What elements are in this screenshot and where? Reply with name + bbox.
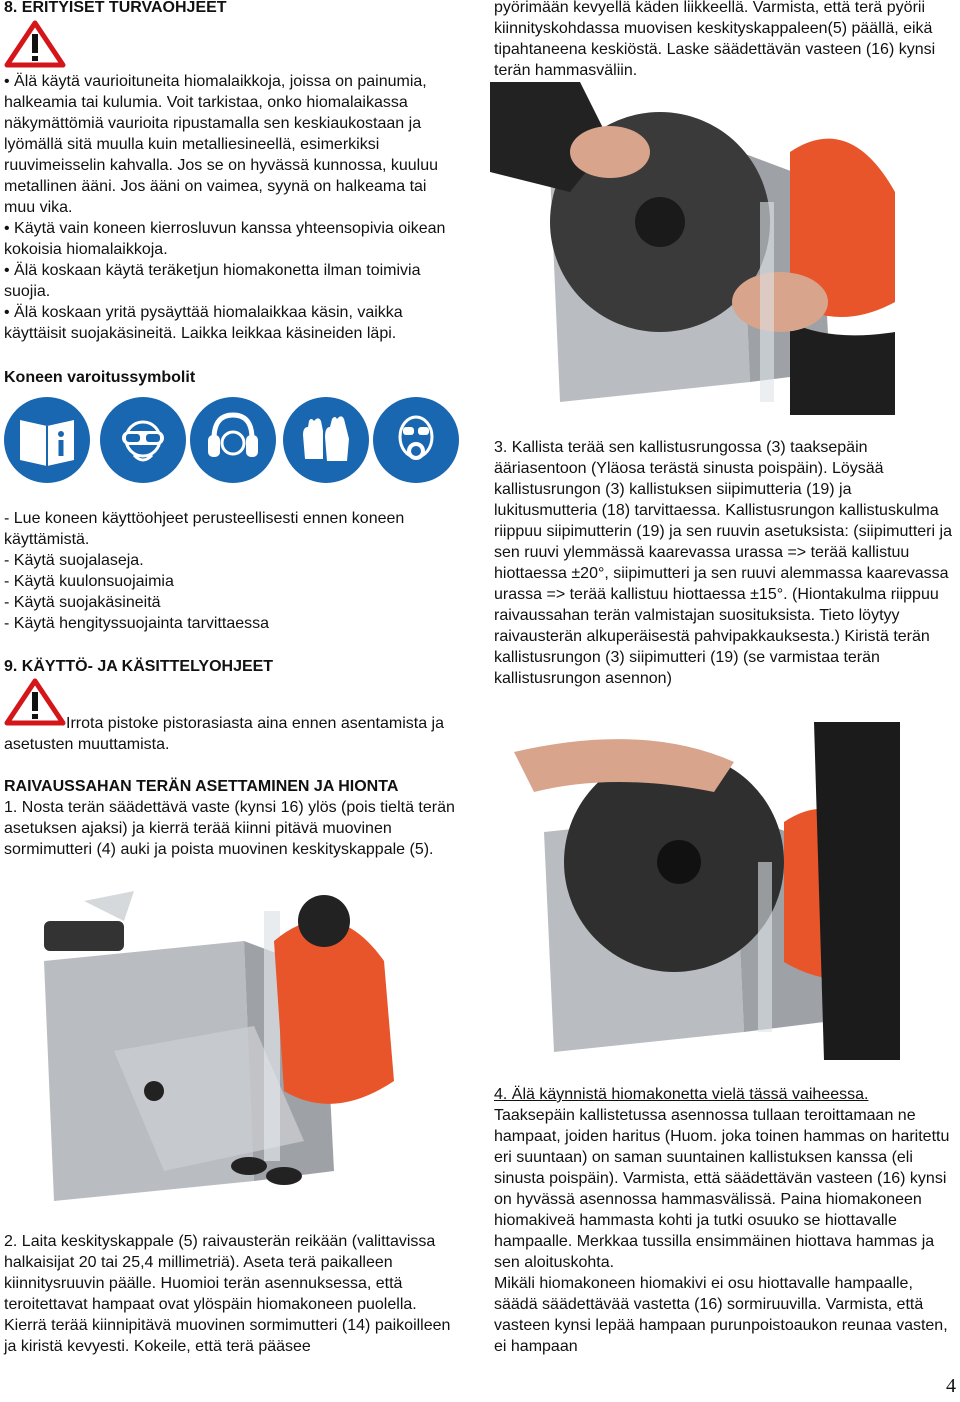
step-4-body: Taaksepäin kallistetussa asennossa tullaan teroittamaan ne hampaat, joiden haritus (Huom. joka toinen hammas on haritettu eri suuntaan) on saman suuntainen kallistuksen kanssa (eli sinusta poispäin). Varmista, että säädettävän vasteen (16) kynsi on hyvässä asennossa hammasvälissä. Paina hiomakoneen hiomakiveä hammasta kohti ja tutki osuuko se hiottavalle hampaalle. Merkkaa tussilla ensimmäinen hiottava hammas ja sen aloituskohta. xyxy=(494,1107,950,1271)
step-2-paragraph: 2. Laita keskityskappale (5) raivausterän reikään (valittavissa halkaisijat 20 tai 25,4 millimetriä). Aseta terä paikalleen kiinnitysruuvin päälle. Huomioi terän asennuksessa, että teroitettavat hampaat ovat ylöspäin hiomakoneen puolella. xyxy=(4,1233,436,1313)
step-2-text xyxy=(4,1231,464,1357)
step-1-text: 1. Nosta terän säädettävä vaste (kynsi 16) ylös (pois tieltä terän asetuksen ajaksi) ja kierrä terää kiinni pitävä muovinen sormimutteri (4) auki ja poista muovinen keskityskappale (5). xyxy=(4,799,455,858)
symbol-explanation: - Lue koneen käyttöohjeet perusteellisesti ennen koneen käyttämistä. xyxy=(4,510,405,548)
continuation-text: pyörimään kevyellä käden liikkeellä. Varmista, että terä pyörii kiinnityskohdassa muovisen keskityskappaleen(5) päällä, eikä tipahtaneena keskiöstä. Laske säädettävän vasteen (16) kynsi terän hammasväliin. xyxy=(494,0,936,79)
page-number: 4 xyxy=(946,1375,956,1397)
symbol-explanation: - Käytä suojakäsineitä xyxy=(4,594,161,611)
step-2-paragraph: Kierrä terää kiinnipitävä muovinen sormimutteri (14) paikoilleen ja kiristä kevyesti. Kokeile, että terä pääsee xyxy=(4,1317,451,1355)
machine-photo-tilting-blade xyxy=(494,722,900,1060)
symbol-explanation: - Käytä kuulonsuojaimia xyxy=(4,573,174,590)
symbol-explanation: - Käytä hengityssuojainta tarvittaessa xyxy=(4,615,270,632)
section-8-title: 8. ERITYISET TURVAOHJEET xyxy=(4,0,227,16)
machine-photo-parts-removed xyxy=(4,881,404,1211)
safety-item: • Käytä vain koneen kierrosluvun kanssa yhteensopivia oikean kokoisia hiomalaikkoja. xyxy=(4,220,446,258)
step-4-tail: Mikäli hiomakoneen hiomakivi ei osu hiottavalle hampaalle, säädä säädettävää vastetta (16) sormiruuvilla. Varmista, että vasteen kynsi lepää hampaan purunpoistoaukon reunaa vasten, ei hampaan xyxy=(494,1275,948,1355)
symbol-explanations xyxy=(4,508,464,634)
read-manual-icon xyxy=(4,397,90,483)
safety-item: • Älä käytä vaurioituneita hiomalaikkoja, joissa on painumia, halkeamia tai kulumia. Voit tarkistaa, onko hiomalaikassa näkymättömiä vaurioita ripustamalla sen keskiaukostaan ja lyömällä sitä muulla kuin metalliesineellä, esimerkiksi ruuvimeisselin kahvalla. Jos se on hyvässä kunnossa, kuuluu metallinen ääni. Jos ääni on vaimea, syynä on halkeama tai muu vika. xyxy=(4,73,439,216)
ear-protection-icon xyxy=(190,397,276,483)
respirator-icon xyxy=(373,397,459,483)
unplug-warning: Irrota pistoke pistorasiasta aina ennen asentamista ja asetusten muuttamista. xyxy=(4,715,444,753)
machine-photo-placing-blade xyxy=(490,82,900,415)
safety-item: • Älä koskaan käytä teräketjun hiomakonetta ilman toimivia suojia. xyxy=(4,262,421,300)
symbol-explanation: - Käytä suojalaseja. xyxy=(4,552,144,569)
section-9-title: 9. KÄYTTÖ- JA KÄSITTELYOHJEET xyxy=(4,658,274,675)
safety-glasses-icon xyxy=(100,397,186,483)
step-4-text xyxy=(494,1084,958,1357)
symbols-title: Koneen varoitussymbolit xyxy=(4,369,196,386)
safety-item: • Älä koskaan yritä pysäyttää hiomalaikkaa käsin, vaikka käyttäisit suojakäsineitä. Laikka leikkaa käsineiden läpi. xyxy=(4,304,403,342)
blade-setting-title: RAIVAUSSAHAN TERÄN ASETTAMINEN JA HIONTA xyxy=(4,778,399,795)
safety-instructions xyxy=(4,71,460,344)
warning-triangle-icon xyxy=(4,20,66,68)
gloves-icon xyxy=(283,397,369,483)
step-4-lead: 4. Älä käynnistä hiomakonetta vielä tässä vaiheessa. xyxy=(494,1086,869,1103)
step-3-text: 3. Kallista terää sen kallistusrungossa (3) taaksepäin ääriasentoon (Yläosa terästä sinusta poispäin). Löysää kallistusrungon (3) kallistuksen siipimutteria (19) ja lukitusmutteria (18) tarvittaessa. Kallistusrungon kallistuskulma riippuu siipimutterin (19) ja sen ruuvin asetuksista: (siipimutteri ja sen ruuvi ylemmässä kaarevassa urassa => terää kallistuu hiottaessa ±20°, siipimutteri ja sen ruuvi alemmassa kaarevassa urassa => terää kallistuu hiottaessa ±15°. (Hiontakulma riippuu raivaussahan terän valmistajan suosituksista. Tieto löytyy raivausterän alkuperäisestä pahvipakkauksesta.) Kiristä terän kallistusrungon (3) siipimutteri (19) (se varmistaa terän kallistusrungon asennon) xyxy=(494,439,952,687)
